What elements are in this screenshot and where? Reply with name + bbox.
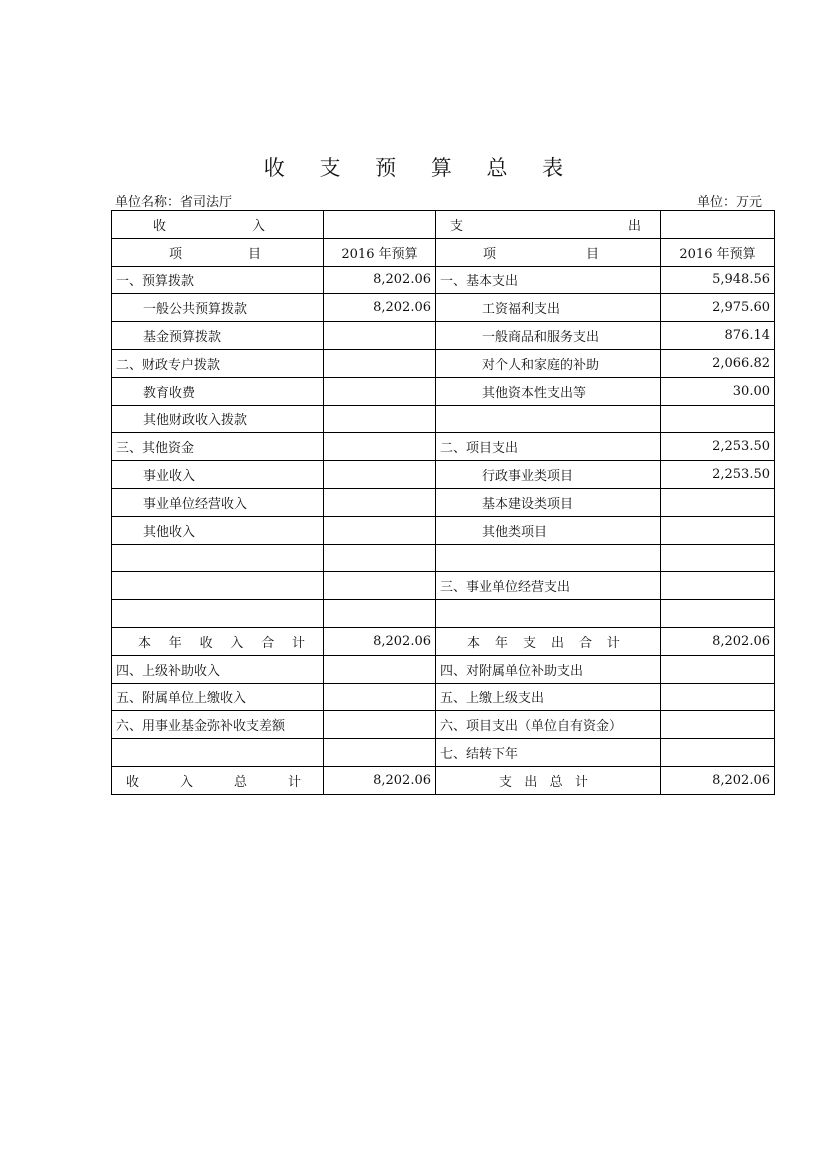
expense-value: 2,975.60 xyxy=(661,294,775,322)
expense-item-header: 项 目 xyxy=(436,238,661,266)
table-row xyxy=(112,322,775,350)
header-row-2 xyxy=(112,238,775,266)
expense-value xyxy=(661,488,775,516)
expense-value xyxy=(661,711,775,739)
income-grand-total-label: 收 入 总 计 xyxy=(112,766,324,794)
income-value xyxy=(324,683,436,711)
income-item: 事业单位经营收入 xyxy=(112,488,324,516)
expense-value xyxy=(661,683,775,711)
income-header: 收 入 xyxy=(112,211,324,239)
expense-item: 对个人和家庭的补助 xyxy=(436,349,661,377)
expense-item: 四、对附属单位补助支出 xyxy=(436,655,661,683)
income-value xyxy=(324,322,436,350)
header-row-1 xyxy=(112,211,775,239)
income-item: 其他收入 xyxy=(112,516,324,544)
expense-item: 一般商品和服务支出 xyxy=(436,322,661,350)
expense-value xyxy=(661,572,775,600)
expense-item: 七、结转下年 xyxy=(436,739,661,767)
expense-item: 五、上缴上级支出 xyxy=(436,683,661,711)
expense-value: 2,253.50 xyxy=(661,461,775,489)
income-item: 四、上级补助收入 xyxy=(112,655,324,683)
income-item: 二、财政专户拨款 xyxy=(112,349,324,377)
income-budget-header: 2016 年预算 xyxy=(324,238,436,266)
expense-item: 基本建设类项目 xyxy=(436,488,661,516)
income-item: 五、附属单位上缴收入 xyxy=(112,683,324,711)
expense-item: 工资福利支出 xyxy=(436,294,661,322)
expense-value: 876.14 xyxy=(661,322,775,350)
income-value xyxy=(324,544,436,572)
income-value xyxy=(324,516,436,544)
table-row xyxy=(112,655,775,683)
income-item xyxy=(112,600,324,628)
expense-budget-header: 2016 年预算 xyxy=(661,238,775,266)
expense-grand-total-value: 8,202.06 xyxy=(661,766,775,794)
year-total-row xyxy=(112,627,775,655)
expense-value xyxy=(661,739,775,767)
expense-item: 其他资本性支出等 xyxy=(436,377,661,405)
table-row xyxy=(112,405,775,433)
budget-table xyxy=(111,210,775,795)
income-item: 一、预算拨款 xyxy=(112,266,324,294)
income-value xyxy=(324,572,436,600)
table-row xyxy=(112,294,775,322)
income-item: 六、用事业基金弥补收支差额 xyxy=(112,711,324,739)
income-value xyxy=(324,600,436,628)
expense-value: 5,948.56 xyxy=(661,266,775,294)
table-row xyxy=(112,600,775,628)
expense-item xyxy=(436,544,661,572)
expense-value: 2,253.50 xyxy=(661,433,775,461)
income-item xyxy=(112,739,324,767)
table-meta xyxy=(111,191,774,209)
table-row xyxy=(112,349,775,377)
income-value xyxy=(324,349,436,377)
income-item: 教育收费 xyxy=(112,377,324,405)
income-item: 其他财政收入拨款 xyxy=(112,405,324,433)
expense-item xyxy=(436,405,661,433)
expense-item: 二、项目支出 xyxy=(436,433,661,461)
expense-item: 一、基本支出 xyxy=(436,266,661,294)
income-value: 8,202.06 xyxy=(324,294,436,322)
table-row xyxy=(112,683,775,711)
income-value xyxy=(324,739,436,767)
income-item: 三、其他资金 xyxy=(112,433,324,461)
expense-grand-total-label: 支 出 总 计 xyxy=(436,766,661,794)
expense-header: 支 出 xyxy=(436,211,661,239)
income-item-header: 项 目 xyxy=(112,238,324,266)
table-row xyxy=(112,739,775,767)
income-value xyxy=(324,377,436,405)
page-title: 收 支 预 算 总 表 xyxy=(263,156,578,180)
unit-label: 单位：万元 xyxy=(696,195,762,210)
expense-value xyxy=(661,516,775,544)
unit-name: 单位名称：省司法厅 xyxy=(115,195,233,210)
table-row xyxy=(112,544,775,572)
income-value xyxy=(324,655,436,683)
income-item xyxy=(112,544,324,572)
table-row xyxy=(112,433,775,461)
expense-value xyxy=(661,405,775,433)
income-item xyxy=(112,572,324,600)
income-year-total-label: 本 年 收 入 合 计 xyxy=(112,627,324,655)
expense-value xyxy=(661,655,775,683)
table-row xyxy=(112,711,775,739)
income-item: 事业收入 xyxy=(112,461,324,489)
expense-year-total-value: 8,202.06 xyxy=(661,627,775,655)
expense-item: 六、项目支出（单位自有资金） xyxy=(436,711,661,739)
income-value xyxy=(324,461,436,489)
expense-item: 其他类项目 xyxy=(436,516,661,544)
table-row xyxy=(112,516,775,544)
expense-item: 三、事业单位经营支出 xyxy=(436,572,661,600)
table-row xyxy=(112,572,775,600)
expense-value xyxy=(661,600,775,628)
table-row xyxy=(112,488,775,516)
expense-value: 30.00 xyxy=(661,377,775,405)
income-value xyxy=(324,405,436,433)
expense-value: 2,066.82 xyxy=(661,349,775,377)
income-value xyxy=(324,433,436,461)
income-item: 一般公共预算拨款 xyxy=(112,294,324,322)
income-value: 8,202.06 xyxy=(324,266,436,294)
expense-value xyxy=(661,544,775,572)
income-year-total-value: 8,202.06 xyxy=(324,627,436,655)
income-value xyxy=(324,711,436,739)
expense-item: 行政事业类项目 xyxy=(436,461,661,489)
table-row xyxy=(112,461,775,489)
expense-header-blank xyxy=(661,211,775,239)
table-row xyxy=(112,266,775,294)
income-header-blank xyxy=(324,211,436,239)
expense-item xyxy=(436,600,661,628)
expense-year-total-label: 本 年 支 出 合 计 xyxy=(436,627,661,655)
income-value xyxy=(324,488,436,516)
income-item: 基金预算拨款 xyxy=(112,322,324,350)
table-row xyxy=(112,377,775,405)
grand-total-row xyxy=(112,766,775,794)
income-grand-total-value: 8,202.06 xyxy=(324,766,436,794)
